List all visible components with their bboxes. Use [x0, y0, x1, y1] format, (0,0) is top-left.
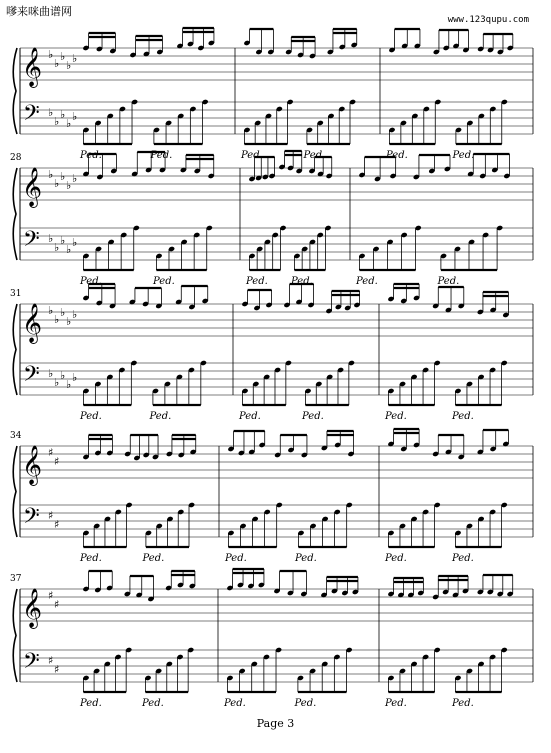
flat-icon: ♭ [66, 315, 72, 328]
flat-icon: ♭ [72, 172, 78, 185]
flat-icon: ♭ [72, 52, 78, 65]
flat-icon: ♭ [66, 179, 72, 192]
pedal-mark: Ped. [294, 698, 317, 709]
pedal-mark: Ped. [142, 698, 164, 709]
pedal-mark: Ped. [246, 276, 268, 287]
pedal-mark: Ped. [142, 553, 165, 564]
flat-icon: ♭ [54, 177, 60, 190]
sharp-icon: ♯ [54, 518, 60, 531]
flat-icon: ♭ [54, 115, 60, 128]
pedal-mark: Ped. [295, 553, 317, 564]
pedal-mark: Ped. [149, 411, 172, 422]
treble-clef-icon: 𝄞 [22, 303, 43, 343]
bass-clef-icon: 𝄢 [23, 362, 40, 392]
sharp-icon: ♯ [48, 654, 54, 667]
flat-icon: ♭ [72, 308, 78, 321]
treble-clef-icon: 𝄞 [22, 445, 43, 485]
bass-clef-icon: 𝄢 [23, 101, 40, 131]
flat-icon: ♭ [60, 369, 66, 382]
flat-icon: ♭ [54, 57, 60, 70]
flat-icon: ♭ [60, 50, 66, 63]
treble-clef-icon: 𝄞 [22, 588, 43, 628]
pedal-mark: Ped. [452, 698, 474, 709]
sharp-icon: ♯ [54, 598, 60, 611]
pedal-mark: Ped. [356, 276, 378, 287]
pedal-mark: Ped. [241, 150, 263, 161]
treble-clef-icon: 𝄞 [22, 167, 43, 207]
bass-clef-icon: 𝄢 [23, 649, 40, 679]
system-4 [13, 429, 533, 547]
measure-number: 34 [10, 431, 22, 441]
pedal-mark: Ped. [80, 553, 102, 564]
flat-icon: ♭ [48, 367, 54, 380]
sharp-icon: ♯ [48, 589, 54, 602]
flat-icon: ♭ [66, 59, 72, 72]
flat-icon: ♭ [66, 117, 72, 130]
flat-icon: ♭ [48, 232, 54, 245]
brace [13, 446, 17, 537]
bass-clef-icon: 𝄢 [23, 227, 40, 257]
flat-icon: ♭ [48, 48, 54, 61]
flat-icon: ♭ [54, 241, 60, 254]
pedal-mark: Ped. [150, 150, 173, 161]
pedal-mark: Ped. [224, 698, 246, 709]
flat-icon: ♭ [60, 170, 66, 183]
brace [13, 304, 17, 395]
pedal-mark: Ped. [303, 150, 326, 161]
sharp-icon: ♯ [48, 446, 54, 459]
pedal-mark: Ped. [452, 411, 474, 422]
flat-icon: ♭ [72, 110, 78, 123]
pedal-mark: Ped. [385, 411, 407, 422]
pedal-mark: Ped. [291, 276, 313, 287]
measure-number: 31 [10, 289, 22, 299]
flat-icon: ♭ [66, 378, 72, 391]
system-3 [13, 284, 533, 405]
pedal-mark: Ped. [80, 150, 102, 161]
pedal-mark: Ped. [80, 276, 102, 287]
sharp-icon: ♯ [48, 509, 54, 522]
page-number: Page 3 [256, 717, 295, 730]
flat-icon: ♭ [48, 304, 54, 317]
flat-icon: ♭ [48, 106, 54, 119]
flat-icon: ♭ [72, 236, 78, 249]
pedal-mark: Ped. [239, 411, 261, 422]
pedal-mark: Ped. [153, 276, 175, 287]
pedal-mark: Ped. [225, 553, 247, 564]
treble-clef-icon: 𝄞 [22, 47, 43, 87]
flat-icon: ♭ [60, 234, 66, 247]
sharp-icon: ♯ [54, 663, 60, 676]
system-1 [13, 28, 533, 144]
pedal-mark: Ped. [302, 411, 324, 422]
pedal-mark: Ped. [385, 698, 407, 709]
pedal-mark: Ped. [452, 150, 475, 161]
site-name: 嗲来咪曲谱网 [6, 5, 72, 18]
pedal-mark: Ped. [80, 411, 102, 422]
flat-icon: ♭ [48, 168, 54, 181]
system-2 [13, 151, 533, 270]
site-url: www.123qupu.com [447, 15, 529, 25]
flat-icon: ♭ [66, 243, 72, 256]
flat-icon: ♭ [54, 313, 60, 326]
measure-number: 28 [10, 153, 22, 163]
brace [13, 168, 17, 260]
brace [13, 48, 17, 134]
pedal-mark: Ped. [386, 150, 408, 161]
pedal-mark: Ped. [437, 276, 460, 287]
pedal-mark: Ped. [385, 553, 407, 564]
brace [13, 589, 17, 682]
pedal-mark: Ped. [80, 698, 102, 709]
measure-number: 37 [10, 574, 22, 584]
sharp-icon: ♯ [54, 455, 60, 468]
bass-clef-icon: 𝄢 [23, 504, 40, 534]
system-5 [13, 569, 533, 692]
flat-icon: ♭ [60, 306, 66, 319]
flat-icon: ♭ [60, 108, 66, 121]
pedal-mark: Ped. [452, 553, 474, 564]
flat-icon: ♭ [72, 371, 78, 384]
flat-icon: ♭ [54, 376, 60, 389]
